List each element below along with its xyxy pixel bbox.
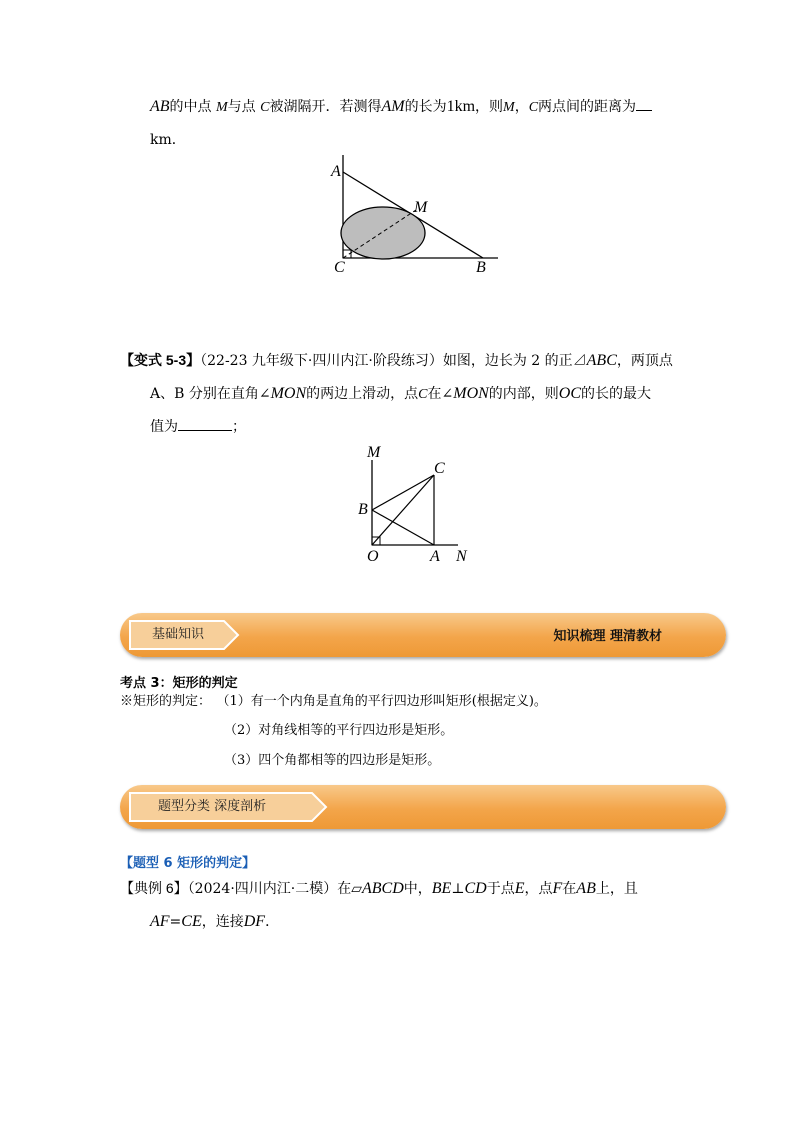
answer-blank[interactable] bbox=[636, 96, 652, 111]
side-BC bbox=[372, 475, 434, 510]
text: ※矩形的判定： bbox=[120, 694, 212, 709]
example-tag: 【典例 6】 bbox=[120, 880, 188, 896]
segment-AB: AB bbox=[576, 880, 596, 897]
text: ． bbox=[265, 914, 280, 930]
length-value: 1km bbox=[446, 98, 476, 115]
label-N: N bbox=[456, 548, 467, 565]
point-C: C bbox=[260, 100, 270, 115]
point-E: E bbox=[514, 880, 525, 897]
angle-symbol: ∠ bbox=[258, 386, 271, 402]
problem-prev-line1 bbox=[150, 96, 652, 118]
angle-symbol: ∠ bbox=[441, 386, 454, 402]
equals-symbol: = bbox=[169, 914, 182, 930]
example6-line2 bbox=[150, 912, 279, 932]
banner-right-label: 知识梳理 理清教材 bbox=[553, 629, 662, 644]
text: 被湖隔开．若测得 bbox=[269, 99, 382, 115]
banner-left-label: 题型分类 深度剖析 bbox=[158, 799, 267, 814]
triangle-ABC: ABC bbox=[586, 352, 617, 369]
triangle-symbol: ⊿ bbox=[572, 353, 587, 369]
problem-prev-line2: km． bbox=[150, 132, 186, 148]
text: 的中点 bbox=[169, 99, 212, 115]
text: 的长的最大 bbox=[581, 386, 652, 402]
banner-left-label: 基础知识 bbox=[152, 627, 205, 642]
label-B: B bbox=[476, 259, 486, 276]
kaodian-title: 考点 3：矩形的判定 bbox=[120, 676, 238, 691]
lake-ellipse bbox=[341, 207, 425, 259]
label-A: A bbox=[430, 548, 440, 565]
example6-line1 bbox=[120, 878, 638, 899]
text: 的长为 bbox=[404, 99, 447, 115]
angle-MON: MON bbox=[453, 385, 489, 402]
segment-CE: CE bbox=[181, 913, 202, 930]
label-B: B bbox=[358, 501, 368, 518]
text: 在 bbox=[562, 881, 577, 897]
segment-CD: CD bbox=[464, 880, 487, 897]
angle-MON: MON bbox=[270, 385, 307, 402]
segment-AB: AB bbox=[150, 98, 170, 115]
text: ， bbox=[514, 99, 529, 115]
text: 两点间的距离为 bbox=[538, 99, 637, 115]
variant-tag: 【变式 5-3】 bbox=[120, 352, 201, 368]
text: 值为 bbox=[150, 419, 178, 435]
answer-blank[interactable] bbox=[178, 416, 232, 431]
text: 于点 bbox=[486, 881, 515, 897]
parallelogram-symbol: ▱ bbox=[351, 881, 362, 897]
text: 在 bbox=[427, 386, 442, 402]
section-banner-types bbox=[120, 785, 726, 829]
text: 的两边上滑动，点 bbox=[306, 386, 419, 402]
text: ，两顶点 bbox=[616, 353, 673, 369]
text: 与点 bbox=[227, 99, 256, 115]
example-source: （2024·四川内江·二模）在 bbox=[187, 881, 352, 897]
side-BA bbox=[372, 510, 434, 545]
segment-OC: OC bbox=[558, 385, 582, 402]
text: 的内部，则 bbox=[488, 386, 559, 402]
variant-line2 bbox=[150, 384, 651, 405]
text: A、B 分别在直角 bbox=[150, 386, 259, 402]
label-C: C bbox=[434, 460, 445, 477]
kaodian-item2: （2）对角线相等的平行四边形是矩形。 bbox=[224, 723, 454, 738]
point-M: M bbox=[503, 100, 515, 115]
variant-source: （22-23 九年级下·四川内江·阶段练习）如图，边长为 2 的正 bbox=[200, 353, 573, 369]
text: ，连接 bbox=[201, 914, 244, 930]
text: 中， bbox=[403, 881, 432, 897]
kaodian-item1 bbox=[120, 692, 547, 712]
text: 上，且 bbox=[595, 881, 638, 897]
text: ； bbox=[232, 419, 246, 435]
variant-line3 bbox=[150, 416, 246, 437]
point-F: F bbox=[552, 880, 563, 897]
segment-AM: AM bbox=[381, 98, 405, 115]
segment-AF: AF bbox=[150, 913, 170, 930]
label-A: A bbox=[331, 163, 341, 180]
perp-symbol: ⊥ bbox=[451, 881, 465, 897]
shape-ABCD: ABCD bbox=[362, 880, 404, 897]
section-banner-basics bbox=[120, 613, 726, 657]
banner-chip bbox=[128, 791, 328, 823]
label-C: C bbox=[334, 259, 345, 276]
figure-sliding-triangle bbox=[350, 440, 480, 570]
point-C: C bbox=[528, 100, 539, 115]
segment-DF: DF bbox=[243, 913, 266, 930]
text: ，则 bbox=[475, 99, 504, 115]
label-M: M bbox=[367, 444, 381, 461]
text: ，点 bbox=[524, 881, 553, 897]
segment-BE: BE bbox=[431, 880, 452, 897]
label-O: O bbox=[367, 548, 379, 565]
point-M: M bbox=[216, 100, 228, 115]
text: （1）有一个内角是直角的平行四边形叫矩形(根据定义)。 bbox=[223, 694, 547, 709]
point-C: C bbox=[418, 387, 428, 402]
variant-line1 bbox=[120, 350, 673, 371]
kaodian-item3: （3）四个角都相等的四边形是矩形。 bbox=[224, 753, 441, 768]
banner-chip bbox=[128, 619, 240, 651]
figure-lake-triangle bbox=[320, 150, 520, 280]
label-M: M bbox=[414, 199, 428, 216]
type6-title: 【题型 6 矩形的判定】 bbox=[120, 856, 256, 871]
segment-OC bbox=[372, 475, 434, 545]
